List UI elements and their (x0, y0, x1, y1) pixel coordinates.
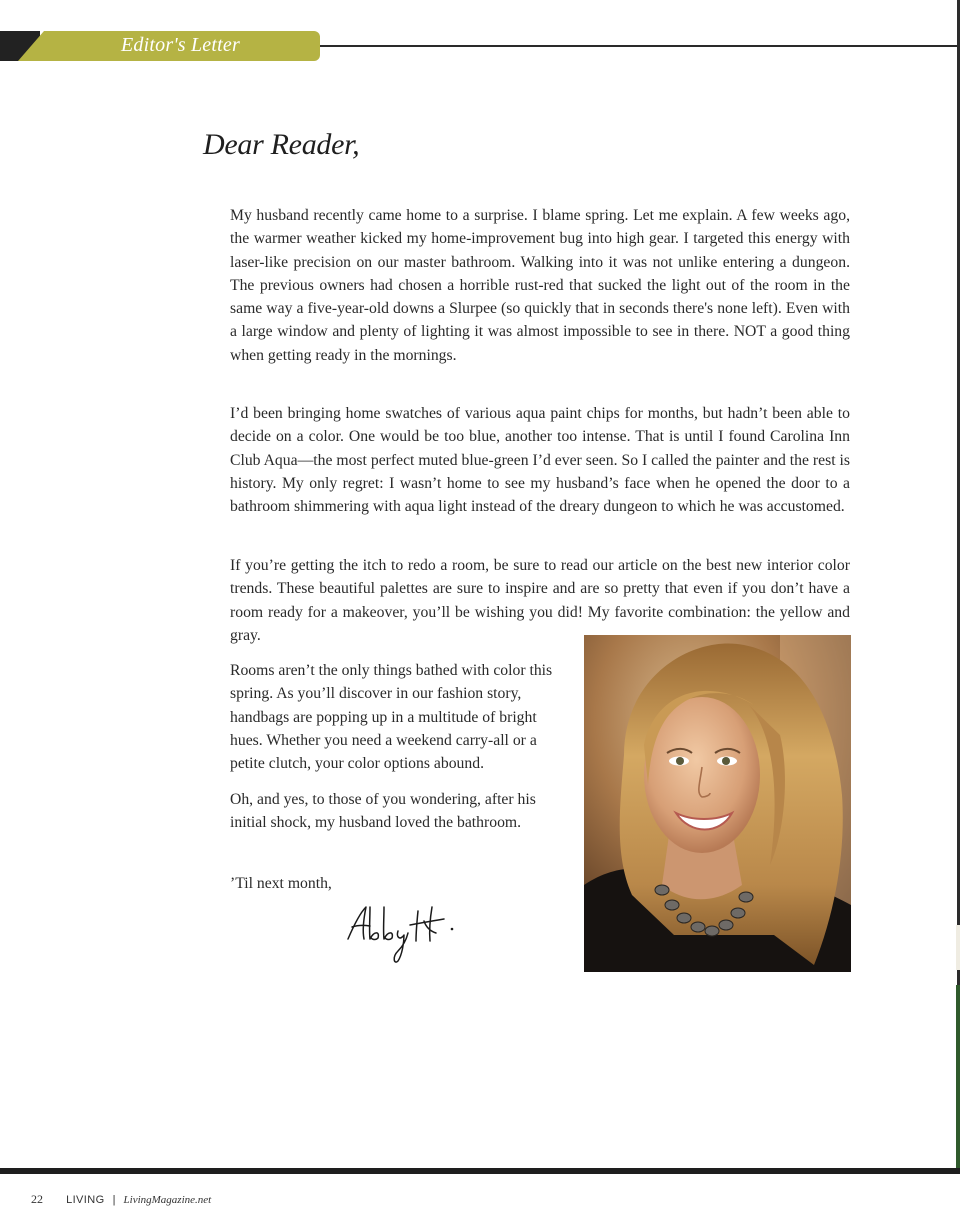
page-footer (31, 1192, 211, 1207)
section-header (0, 31, 330, 61)
letter-paragraph: I’d been bringing home swatches of various aqua paint chips for months, but hadn’t been able to decide on a color. One would be too blue, another too intense. That is until I found Carolina Inn Club Aqua—the most perfect muted blue-green I’d ever seen. So I called the painter and the rest is history. My only regret: I wasn’t home to see my husband’s face when he opened the door to a bathroom shimmering with aqua light instead of the dreary dungeon to which he was accustomed. (230, 405, 850, 516)
page-edge-light (956, 925, 960, 970)
magazine-name: LIVING (66, 1194, 105, 1206)
signature (340, 895, 460, 967)
signoff: ’Til next month, (230, 875, 332, 892)
letter-paragraph: My husband recently came home to a surprise. I blame spring. Let me explain. A few weeks ago, the warmer weather kicked my home-improvement bug into high gear. I targeted this energy with laser-like precision on our master bathroom. Walking into it was not unlike entering a dungeon. The previous owners had chosen a horrible rust-red that sucked the light out of the room in the same way a five-year-old downs a Slurpee (so quickly that in seconds there's none left). Even with a large window and plenty of lighting it was almost impossible to see in there. NOT a good thing when getting ready in the mornings. (230, 207, 850, 364)
section-title: Editor's Letter (121, 34, 240, 56)
footer-rule (0, 1168, 960, 1174)
letter-paragraph: Rooms aren’t the only things bathed with color this spring. As you’ll discover in our fashion story, handbags are popping up in a multitude of bright hues. Whether you need a weekend carry-all or a petite clutch, your color options abound. (230, 662, 553, 773)
footer-separator: | (112, 1194, 116, 1206)
magazine-url[interactable]: LivingMagazine.net (123, 1194, 212, 1206)
salutation: Dear Reader, (203, 128, 360, 161)
header-rule (320, 45, 960, 47)
page-number: 22 (31, 1192, 43, 1206)
letter-paragraph: Oh, and yes, to those of you wondering, after his initial shock, my husband loved the bathroom. (230, 791, 536, 832)
editor-portrait (584, 635, 851, 972)
page-edge-green (956, 985, 960, 1170)
letter-paragraph: If you’re getting the itch to redo a room, be sure to read our article on the best new interior color trends. These beautiful palettes are sure to inspire and are so pretty that even if you don’t have a room ready for a makeover, you’ll be wishing you did! My favorite combination: the yellow and gray. (230, 557, 850, 644)
